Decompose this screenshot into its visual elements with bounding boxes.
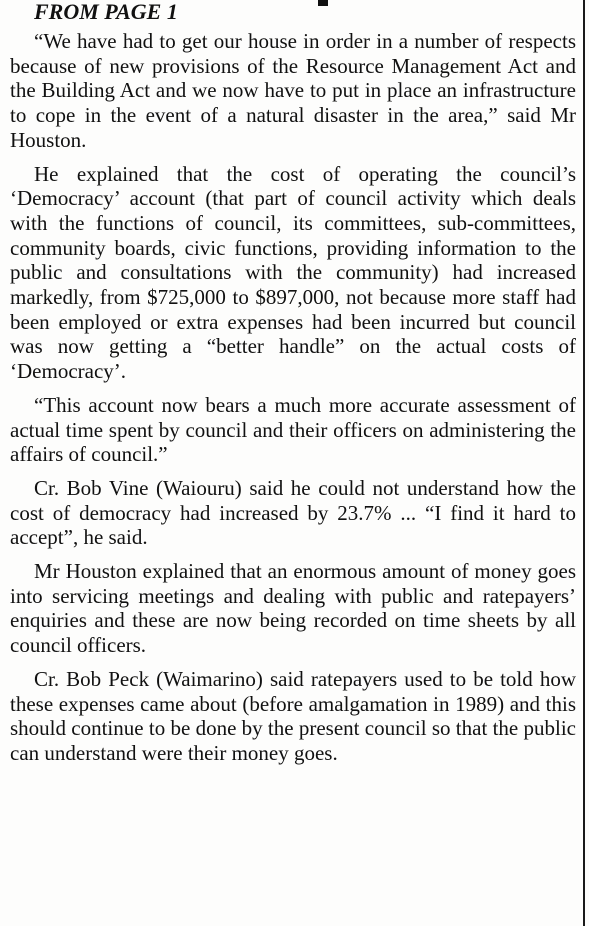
article-paragraph-6: Cr. Bob Peck (Waimarino) said ratepayers used to be told how these expenses came about (before amalgamation in 1989) and this should continue to be done by the present council so that the public can understand were their money goes. (10, 666, 576, 765)
article-paragraph-4: Cr. Bob Vine (Waiouru) said he could not understand how the cost of democracy had increased by 23.7% ... “I find it hard to accept”, he said. (10, 475, 576, 550)
article-paragraph-2: He explained that the cost of operating the council’s ‘Democracy’ account (that part of council activity which deals with the functions of council, its committees, sub-committees, community boards, civic functions, providing information to the public and consultations with the community) had increased markedly, from $725,000 to $897,000, not because more staff had been employed or extra expenses had been incurred but council was now getting a “better handle” on the actual costs of ‘Democracy’. (10, 161, 576, 384)
article-paragraph-3: “This account now bears a much more accurate assessment of actual time spent by council and their officers on administering the affairs of council.” (10, 392, 576, 467)
article-column (10, 0, 576, 775)
article-paragraph-1: “We have had to get our house in order in a number of respects because of new provisions of the Resource Management Act and the Building Act and we now have to put in place an infrastructure to cope in the event of a natural disaster in the area,” said Mr Houston. (10, 29, 576, 152)
article-paragraph-5: Mr Houston explained that an enormous amount of money goes into servicing meetings and dealing with public and ratepayers’ enquiries and these are now being recorded on time sheets by all council officers. (10, 559, 576, 658)
column-rule (583, 0, 585, 926)
continuation-kicker: FROM PAGE 1 (34, 0, 178, 24)
